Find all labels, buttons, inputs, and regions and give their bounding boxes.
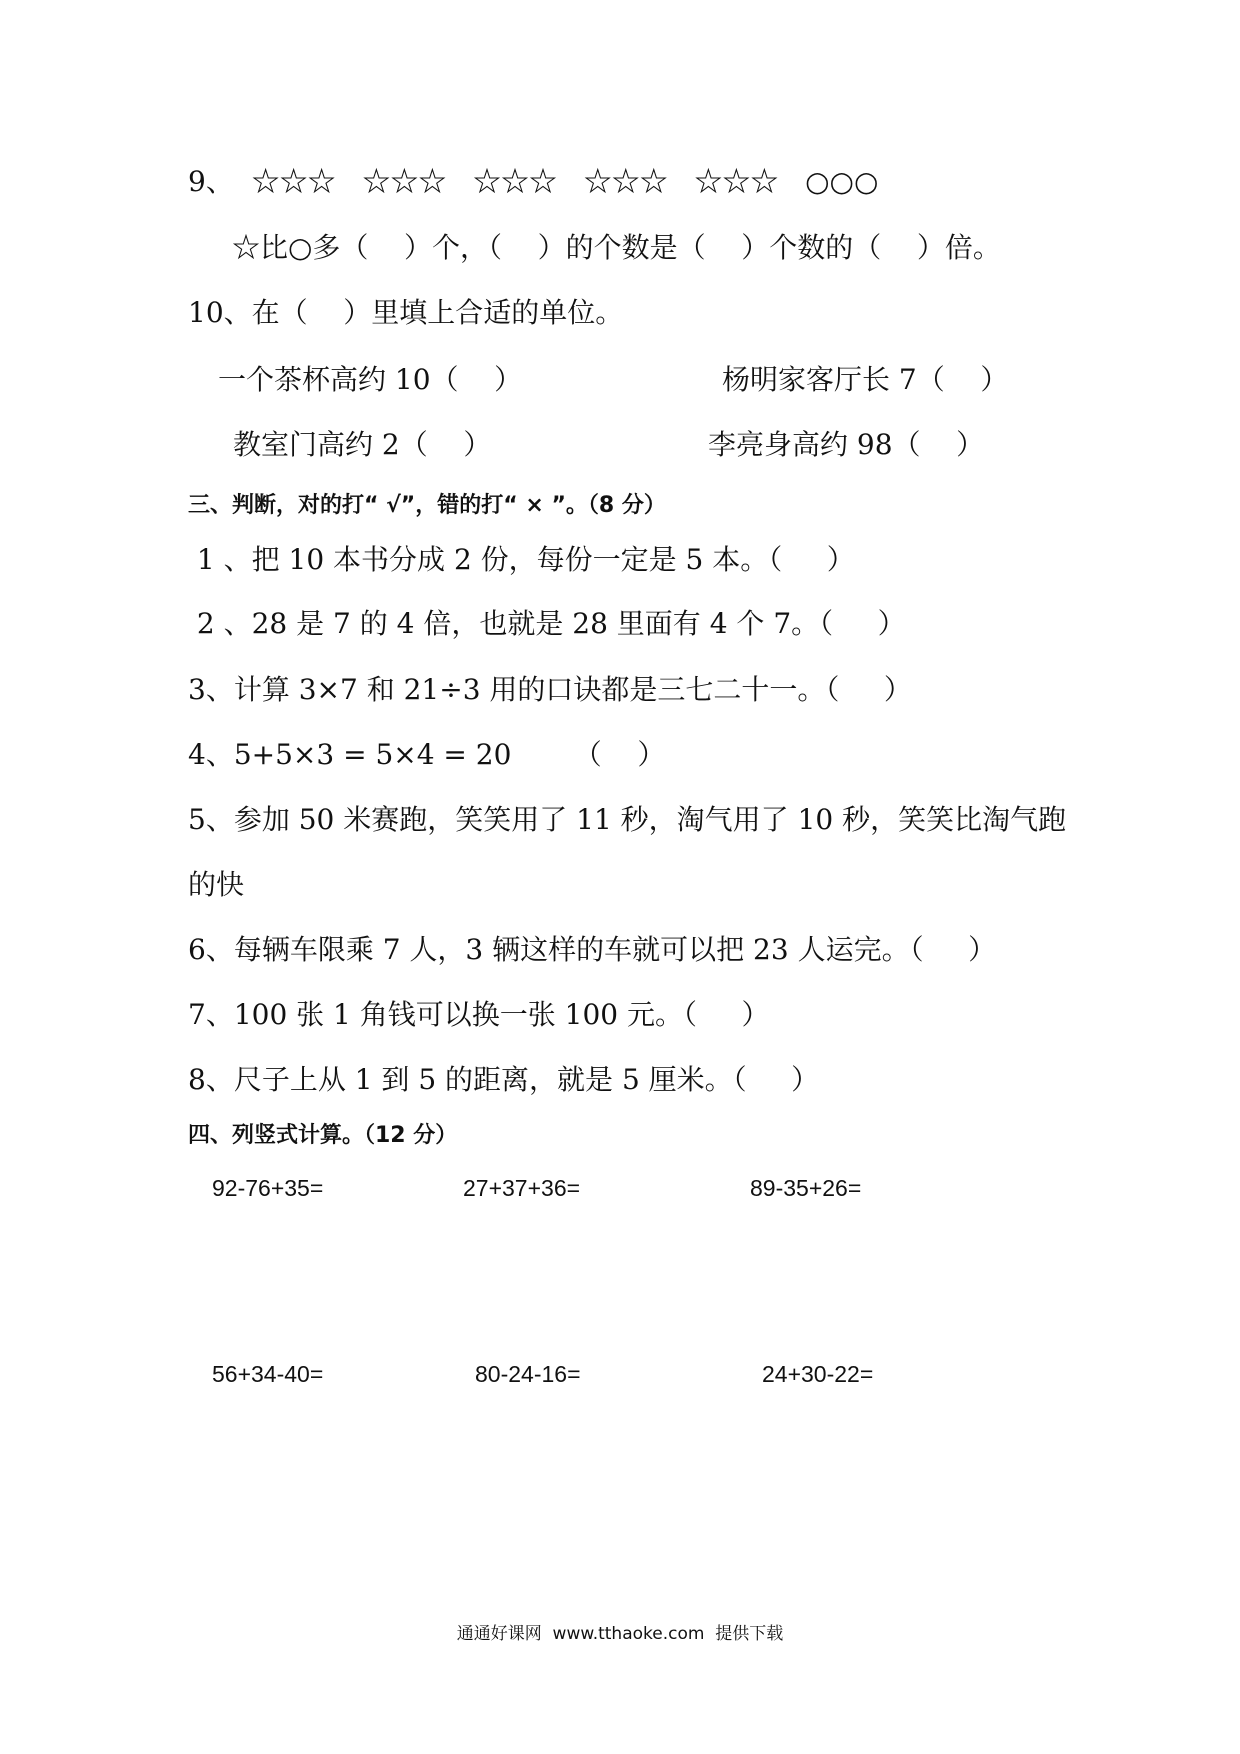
judgement-item-4: 4、5+5×3 = 5×4 = 20 （ ）: [188, 738, 666, 771]
q10-item1: 一个茶杯高约 10（ ）: [218, 363, 523, 396]
section4-heading: 四、列竖式计算。（12 分）: [188, 1123, 458, 1148]
judgement-item-5-cont: 的快: [188, 868, 245, 901]
q9-line1: 9、 ☆☆☆ ☆☆☆ ☆☆☆ ☆☆☆ ☆☆☆ ○○○: [188, 165, 879, 198]
judgement-item-1: 1 、把 10 本书分成 2 份，每份一定是 5 本。（ ）: [188, 543, 855, 576]
q10-item3: 教室门高约 2（ ）: [233, 428, 492, 461]
q10-title: 10、在（ ）里填上合适的单位。: [188, 296, 624, 329]
calc-4: 56+34-40=: [212, 1361, 324, 1387]
judgement-item-6: 6、每辆车限乘 7 人，3 辆这样的车就可以把 23 人运完。（ ）: [188, 933, 997, 966]
calc-1: 92-76+35=: [212, 1175, 324, 1201]
judgement-item-7: 7、100 张 1 角钱可以换一张 100 元。（ ）: [188, 998, 770, 1031]
judgement-item-2: 2 、28 是 7 的 4 倍，也就是 28 里面有 4 个 7。（ ）: [188, 607, 906, 640]
calc-5: 80-24-16=: [475, 1361, 581, 1387]
judgement-item-5: 5、参加 50 米赛跑，笑笑用了 11 秒，淘气用了 10 秒，笑笑比淘气跑: [188, 803, 1067, 836]
q9-line2: ☆比○多（ ）个，（ ）的个数是（ ）个数的（ ）倍。: [232, 231, 1001, 264]
footer-source: 通通好课网 www.tthaoke.com 提供下载: [456, 1624, 784, 1644]
calc-6: 24+30-22=: [762, 1361, 874, 1387]
calc-2: 27+37+36=: [463, 1175, 581, 1201]
judgement-item-3: 3、计算 3×7 和 21÷3 用的口诀都是三七二十一。（ ）: [188, 673, 912, 706]
section3-heading: 三、判断，对的打“ √”，错的打“ × ”。（8 分）: [188, 493, 666, 518]
calc-3: 89-35+26=: [750, 1175, 862, 1201]
q10-item2: 杨明家客厅长 7（ ）: [722, 363, 1009, 396]
judgement-item-8: 8、尺子上从 1 到 5 的距离，就是 5 厘米。（ ）: [188, 1063, 820, 1096]
q10-item4: 李亮身高约 98（ ）: [708, 428, 985, 461]
